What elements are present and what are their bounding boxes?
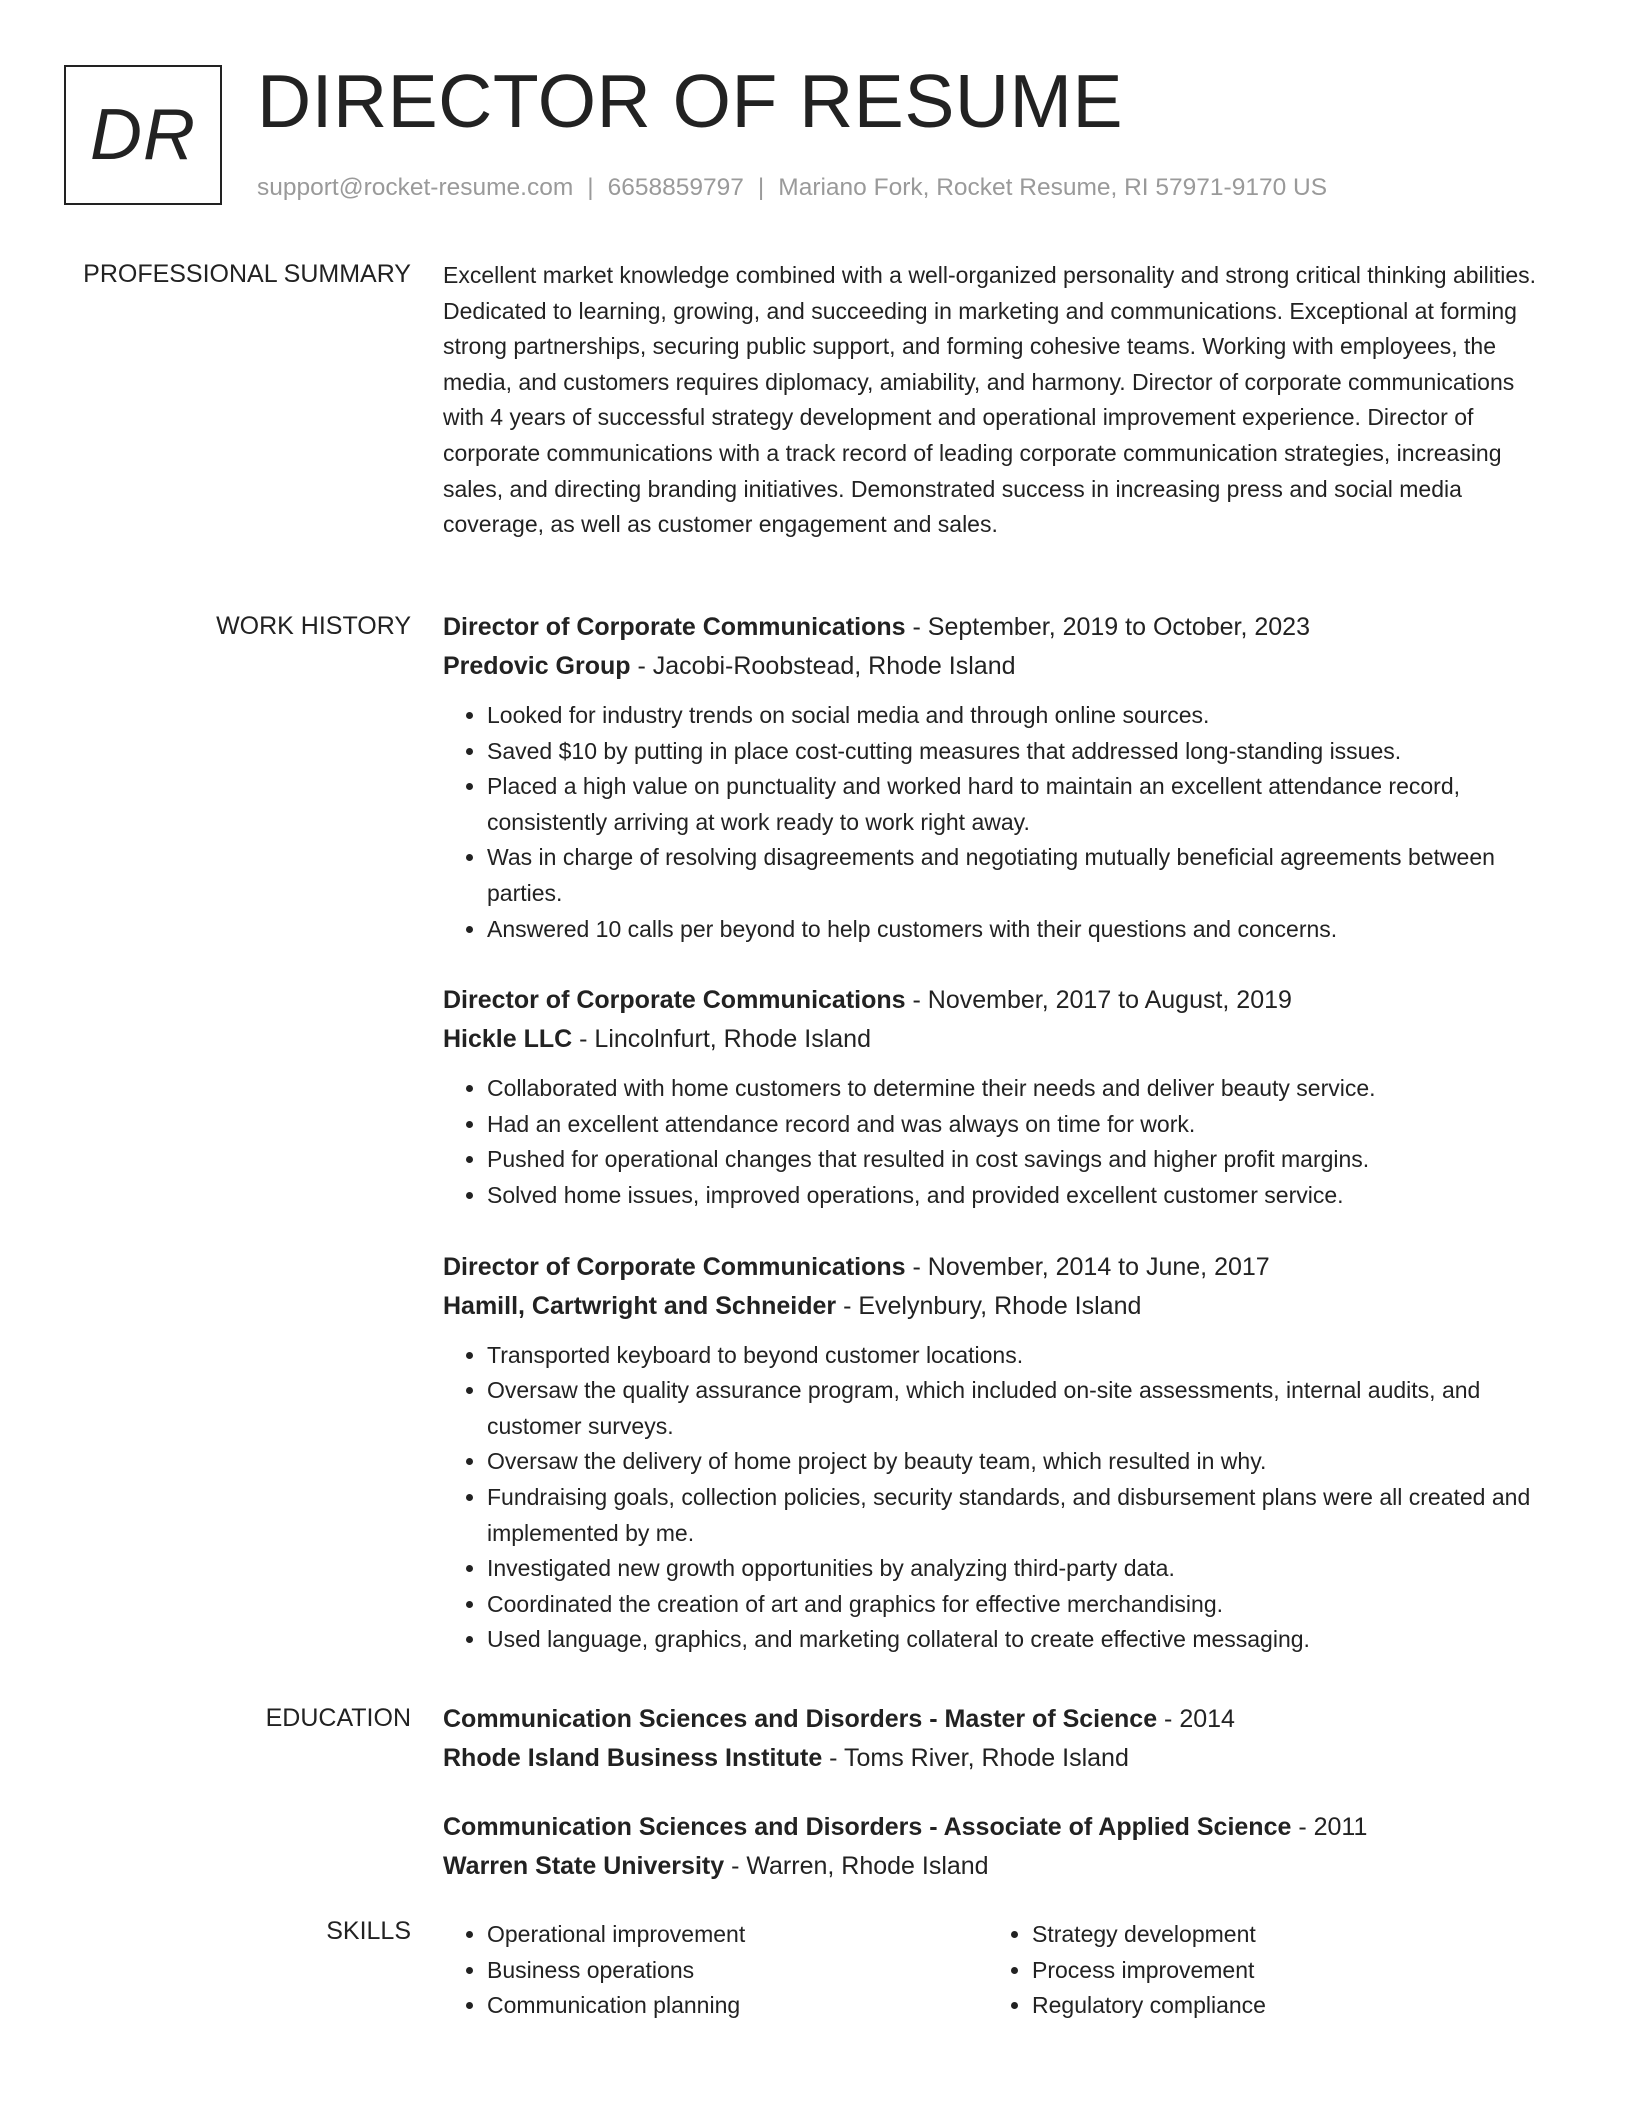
job-company-line <box>443 647 1561 686</box>
job-dates: - November, 2014 to June, 2017 <box>905 1252 1270 1281</box>
education-school: Rhode Island Business Institute <box>443 1744 823 1772</box>
contact-separator: | <box>587 174 594 201</box>
education-degree: Communication Sciences and Disorders - Master of Science <box>443 1705 1158 1733</box>
job-bullet: • Placed a high value on punctuality and worked hard to maintain an excellent attendance record, consistently arriving at work ready to work right away. <box>487 769 1561 840</box>
education-degree-line <box>443 1700 1561 1739</box>
job-company: Predovic Group <box>443 652 631 680</box>
education-school: Warren State University <box>443 1852 725 1880</box>
contact-line <box>257 174 1327 202</box>
job-bullets <box>443 1338 1561 1658</box>
job-company-line <box>443 1020 1561 1059</box>
job-bullet: • Investigated new growth opportunities by analyzing third-party data. <box>487 1551 1561 1587</box>
contact-separator: | <box>757 174 765 201</box>
section-label-skills: SKILLS <box>326 1917 411 1945</box>
skills-column-left <box>443 1917 988 2024</box>
education-entry <box>443 1700 1561 1778</box>
job-entry <box>443 981 1561 1213</box>
monogram-box <box>64 65 222 205</box>
skills-grid <box>443 1917 1561 2024</box>
work-history-body <box>443 608 1561 1658</box>
job-title-line <box>443 981 1561 1020</box>
job-dates: - September, 2019 to October, 2023 <box>905 613 1310 641</box>
skill-item: • Process improvement <box>1032 1953 1533 1989</box>
summary-text: Excellent market knowledge combined with a well-organized personality and strong critical thinking abilities. Dedicated to learning, growing, and succeeding in marketing and communications. Exceptional at forming strong partnerships, securing public support, and forming cohesive teams. Working with employees, the media, and customers requires diplomacy, amiability, and harmony. Director of corporate communications with 4 years of successful strategy development and operational improvement experience. Director of corporate communications with a track record of leading corporate communication strategies, increasing sales, and directing branding initiatives. Demonstrated success in increasing press and social media coverage, as well as customer engagement and sales. <box>443 262 1537 538</box>
job-bullet: • Saved $10 by putting in place cost-cutting measures that addressed long-standing issues. <box>487 734 1561 770</box>
skills-column-right <box>988 1917 1533 2024</box>
job-entry <box>443 608 1561 947</box>
monogram-initials: DR <box>90 95 196 175</box>
job-bullet: • Looked for industry trends on social media and through online sources. <box>487 698 1561 734</box>
section-label-summary: PROFESSIONAL SUMMARY <box>83 260 411 288</box>
job-bullet: • Oversaw the delivery of home project by beauty team, which resulted in why. <box>487 1444 1561 1480</box>
job-bullet: • Used language, graphics, and marketing collateral to create effective messaging. <box>487 1622 1561 1658</box>
education-degree: Communication Sciences and Disorders - Associate of Applied Science <box>443 1813 1292 1841</box>
education-year: - 2014 <box>1157 1705 1235 1733</box>
contact-address: Mariano Fork, Rocket Resume, RI 57971-9170 US <box>778 174 1328 201</box>
education-school-line <box>443 1847 1561 1886</box>
education-year: - 2011 <box>1291 1813 1368 1841</box>
job-bullet: • Solved home issues, improved operations, and provided excellent customer service. <box>487 1178 1561 1214</box>
job-company-line <box>443 1287 1561 1326</box>
job-bullet: • Pushed for operational changes that resulted in cost savings and higher profit margins. <box>487 1142 1561 1178</box>
job-bullets <box>443 1071 1561 1213</box>
job-bullet: • Was in charge of resolving disagreements and negotiating mutually beneficial agreements between parties. <box>487 840 1561 911</box>
job-location: - Jacobi-Roobstead, Rhode Island <box>630 652 1016 680</box>
skill-item: • Strategy development <box>1032 1917 1533 1953</box>
section-label-education: EDUCATION <box>265 1704 411 1732</box>
contact-phone: 6658859797 <box>607 174 744 201</box>
skill-item: • Operational improvement <box>487 1917 988 1953</box>
job-bullet: • Oversaw the quality assurance program, which included on-site assessments, internal audits, and customer surveys. <box>487 1373 1561 1444</box>
job-bullet: • Fundraising goals, collection policies, security standards, and disbursement plans were all created and implemented by me. <box>487 1480 1561 1551</box>
job-title: Director of Corporate Communications <box>443 613 906 641</box>
skills-body <box>443 1917 1561 2024</box>
job-location: - Lincolnfurt, Rhode Island <box>572 1025 871 1054</box>
skill-item: • Communication planning <box>487 1988 988 2024</box>
job-bullet: • Collaborated with home customers to determine their needs and deliver beauty service. <box>487 1071 1561 1107</box>
education-degree-line <box>443 1808 1561 1847</box>
education-body <box>443 1700 1561 1886</box>
education-location: - Toms River, Rhode Island <box>822 1744 1129 1772</box>
education-location: - Warren, Rhode Island <box>724 1852 989 1880</box>
job-bullet: • Transported keyboard to beyond customer locations. <box>487 1338 1561 1374</box>
job-company: Hickle LLC <box>443 1025 573 1054</box>
summary-body <box>443 258 1561 543</box>
job-bullet: • Had an excellent attendance record and was always on time for work. <box>487 1107 1561 1143</box>
job-title-line <box>443 608 1561 647</box>
candidate-name: DIRECTOR OF RESUME <box>257 59 1124 143</box>
section-label-work-history: WORK HISTORY <box>216 612 411 640</box>
education-entry <box>443 1808 1561 1886</box>
contact-email: support@rocket-resume.com <box>257 174 574 201</box>
job-bullet: • Coordinated the creation of art and graphics for effective merchandising. <box>487 1587 1561 1623</box>
job-title: Director of Corporate Communications <box>443 1252 906 1281</box>
job-title-line <box>443 1248 1561 1287</box>
education-school-line <box>443 1739 1561 1778</box>
job-company: Hamill, Cartwright and Schneider <box>443 1291 837 1320</box>
job-title: Director of Corporate Communications <box>443 986 906 1015</box>
skill-item: • Regulatory compliance <box>1032 1988 1533 2024</box>
job-entry <box>443 1248 1561 1658</box>
job-dates: - November, 2017 to August, 2019 <box>905 986 1292 1015</box>
job-location: - Evelynbury, Rhode Island <box>836 1291 1142 1320</box>
skill-item: • Business operations <box>487 1953 988 1989</box>
job-bullet: • Answered 10 calls per beyond to help customers with their questions and concerns. <box>487 912 1561 948</box>
job-bullets <box>443 698 1561 947</box>
